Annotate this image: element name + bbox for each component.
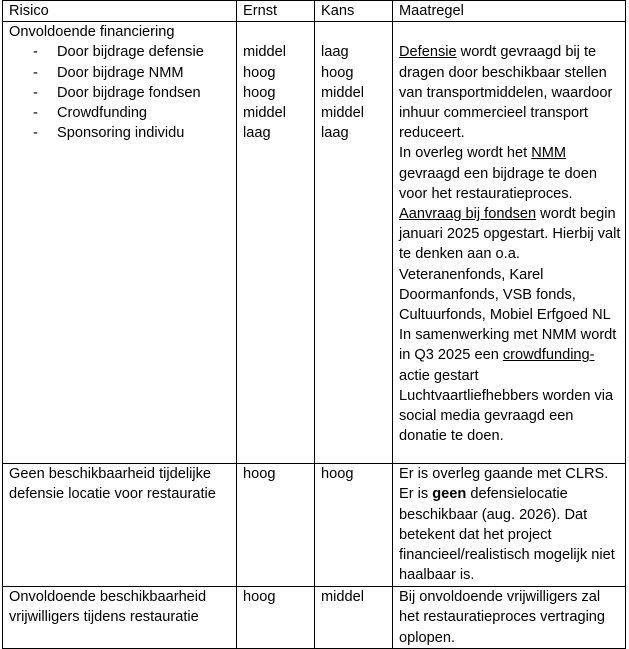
kans-cell: laag hoog middel middel laag — [315, 22, 393, 464]
sub-item: - Sponsoring individu — [33, 125, 185, 142]
risico-cell: Geen beschikbaarheid tijdelijke defensie locatie voor restauratie — [3, 464, 237, 587]
risico-cell — [3, 22, 237, 464]
table-row — [3, 587, 626, 649]
ernst-cell: middel hoog hoog middel laag — [237, 22, 315, 464]
header-row — [3, 1, 626, 22]
sub-item: - Door bijdrage defensie — [33, 44, 204, 61]
risk-table — [2, 0, 626, 649]
maatregel-cell: Bij onvoldoende vrijwilligers zal het restauratieproces vertraging oplopen. — [393, 587, 626, 649]
ernst-cell: hoog — [237, 464, 315, 587]
sub-item: - Crowdfunding — [33, 105, 148, 122]
maatregel-para: In overleg wordt het NMM gevraagd een bijdrage te doen voor het restauratieproces. — [399, 145, 597, 202]
kans-cell: middel — [315, 587, 393, 649]
header-kans: Kans — [315, 1, 393, 22]
maatregel-para: In samenwerking met NMM wordt in Q3 2025 een crowdfunding-actie gestart — [399, 327, 617, 384]
header-risico: Risico — [3, 1, 237, 22]
maatregel-para: Defensie wordt gevraagd bij te dragen door beschikbaar stellen van transportmiddelen, waardoor inhuur commercieel transport reduceert. — [399, 44, 613, 142]
kans-cell: hoog — [315, 464, 393, 587]
maatregel-cell: Er is overleg gaande met CLRS. Er is geen defensielocatie beschikbaar (aug. 2026). Dat betekent dat het project financieel/realistisch mogelijk niet haalbaar is. — [393, 464, 626, 587]
sub-item: - Door bijdrage NMM — [33, 64, 184, 81]
table-row — [3, 464, 626, 587]
sub-item: - Door bijdrage fondsen — [33, 84, 201, 101]
risico-title: Onvoldoende financiering — [9, 24, 175, 41]
maatregel-para: Aanvraag bij fondsen wordt begin januari 2025 opgestart. Hierbij valt te denken aan o.a. Veteranenfonds, Karel Doormanfonds, VSB fonds, Cultuurfonds, Mobiel Erfgoed NL — [399, 206, 621, 324]
ernst-cell: hoog — [237, 587, 315, 649]
table-row — [3, 22, 626, 464]
header-ernst: Ernst — [237, 1, 315, 22]
maatregel-para: Luchtvaartliefhebbers worden via social media gevraagd een donatie te doen. — [399, 387, 614, 445]
maatregel-cell — [393, 22, 626, 464]
header-maatregel: Maatregel — [393, 1, 626, 22]
risico-cell: Onvoldoende beschikbaarheid vrijwilligers tijdens restauratie — [3, 587, 237, 649]
